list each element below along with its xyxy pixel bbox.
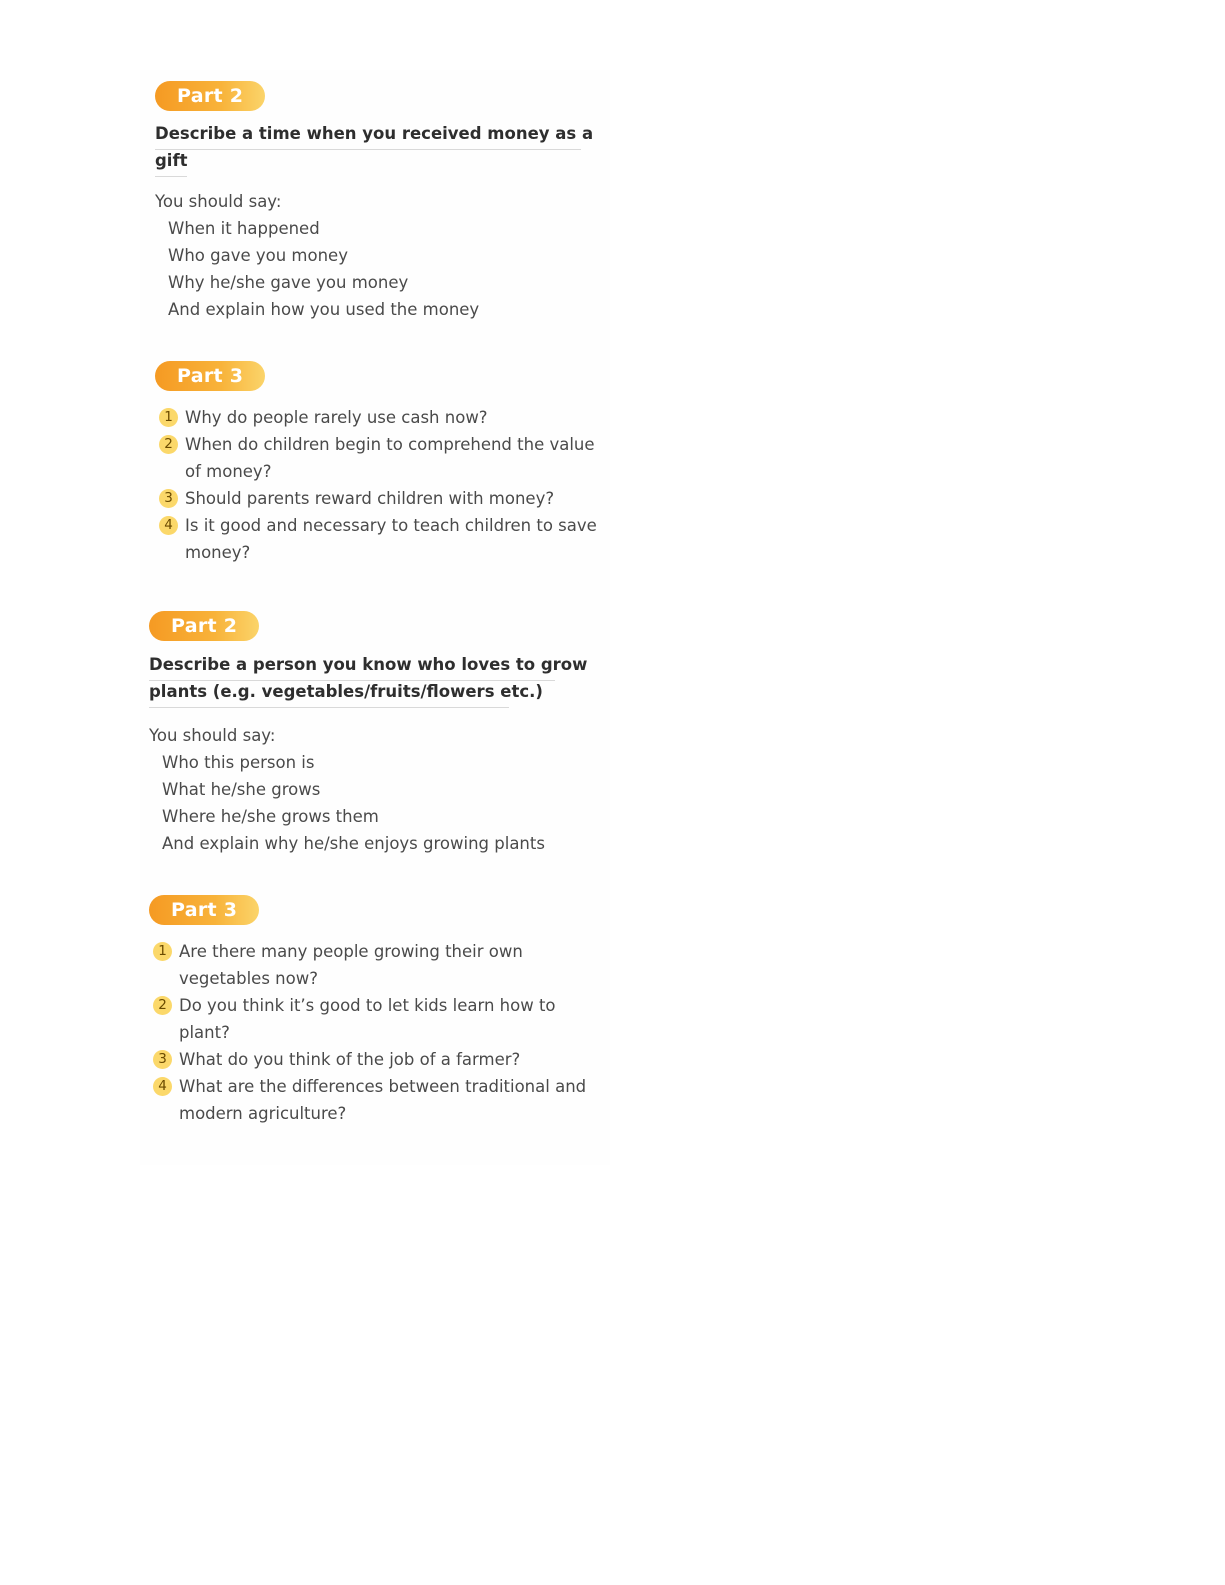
question-number: 3 [159,489,178,508]
question-line: money? [185,543,251,562]
prompt-item: And explain how you used the money [168,300,480,319]
question-text [185,404,488,431]
question-text [185,512,597,566]
cue-card-title-text: gift [155,151,188,170]
cue-card-title-text: plants (e.g. vegetables/fruits/flowers etc.) [149,682,543,701]
prompt-item: When it happened [168,219,320,238]
title-underline [155,176,187,177]
question-text [179,1073,586,1127]
question-number: 4 [159,516,178,535]
prompt-item: And explain why he/she enjoys growing plants [162,834,545,853]
part-badge: Part 3 [155,361,265,391]
part-badge: Part 2 [149,611,259,641]
cue-card-title-line [155,120,593,147]
title-underline [155,149,581,150]
question-text [185,485,554,512]
title-underline [149,707,509,708]
question-line: vegetables now? [179,969,318,988]
cue-card-title-text: Describe a time when you received money as a [155,124,594,143]
question-text [179,992,556,1046]
question-line: plant? [179,1023,230,1042]
prompt-item: Who gave you money [168,246,348,265]
question-number: 4 [153,1077,172,1096]
question-text [179,938,523,992]
cue-card-title-text: Describe a person you know who loves to grow [149,655,588,674]
question-line: When do children begin to comprehend the value [185,435,595,454]
question-line: Are there many people growing their own [179,942,523,961]
cue-card-title-line [149,678,543,705]
question-line: of money? [185,462,272,481]
question-number: 2 [153,996,172,1015]
prompt-item: Why he/she gave you money [168,273,409,292]
question-line: Why do people rarely use cash now? [185,408,488,427]
question-text [185,431,595,485]
question-line: What do you think of the job of a farmer? [179,1050,521,1069]
question-line: What are the differences between traditional and [179,1077,587,1096]
question-number: 2 [159,435,178,454]
question-number: 1 [159,408,178,427]
question-number: 1 [153,942,172,961]
prompt-item: Who this person is [162,753,315,772]
prompt-item: What he/she grows [162,780,321,799]
document-content [140,70,610,1165]
cue-card-title-line [155,147,188,174]
question-line: Is it good and necessary to teach children to save [185,516,597,535]
question-line: Do you think it’s good to let kids learn how to [179,996,556,1015]
part-badge: Part 2 [155,81,265,111]
question-number: 3 [153,1050,172,1069]
question-text [179,1046,520,1073]
you-should-say-label: You should say: [155,192,282,211]
cue-card-title-line [149,651,587,678]
question-line: Should parents reward children with money? [185,489,555,508]
prompt-item: Where he/she grows them [162,807,379,826]
part-badge: Part 3 [149,895,259,925]
question-line: modern agriculture? [179,1104,347,1123]
you-should-say-label: You should say: [149,726,276,745]
